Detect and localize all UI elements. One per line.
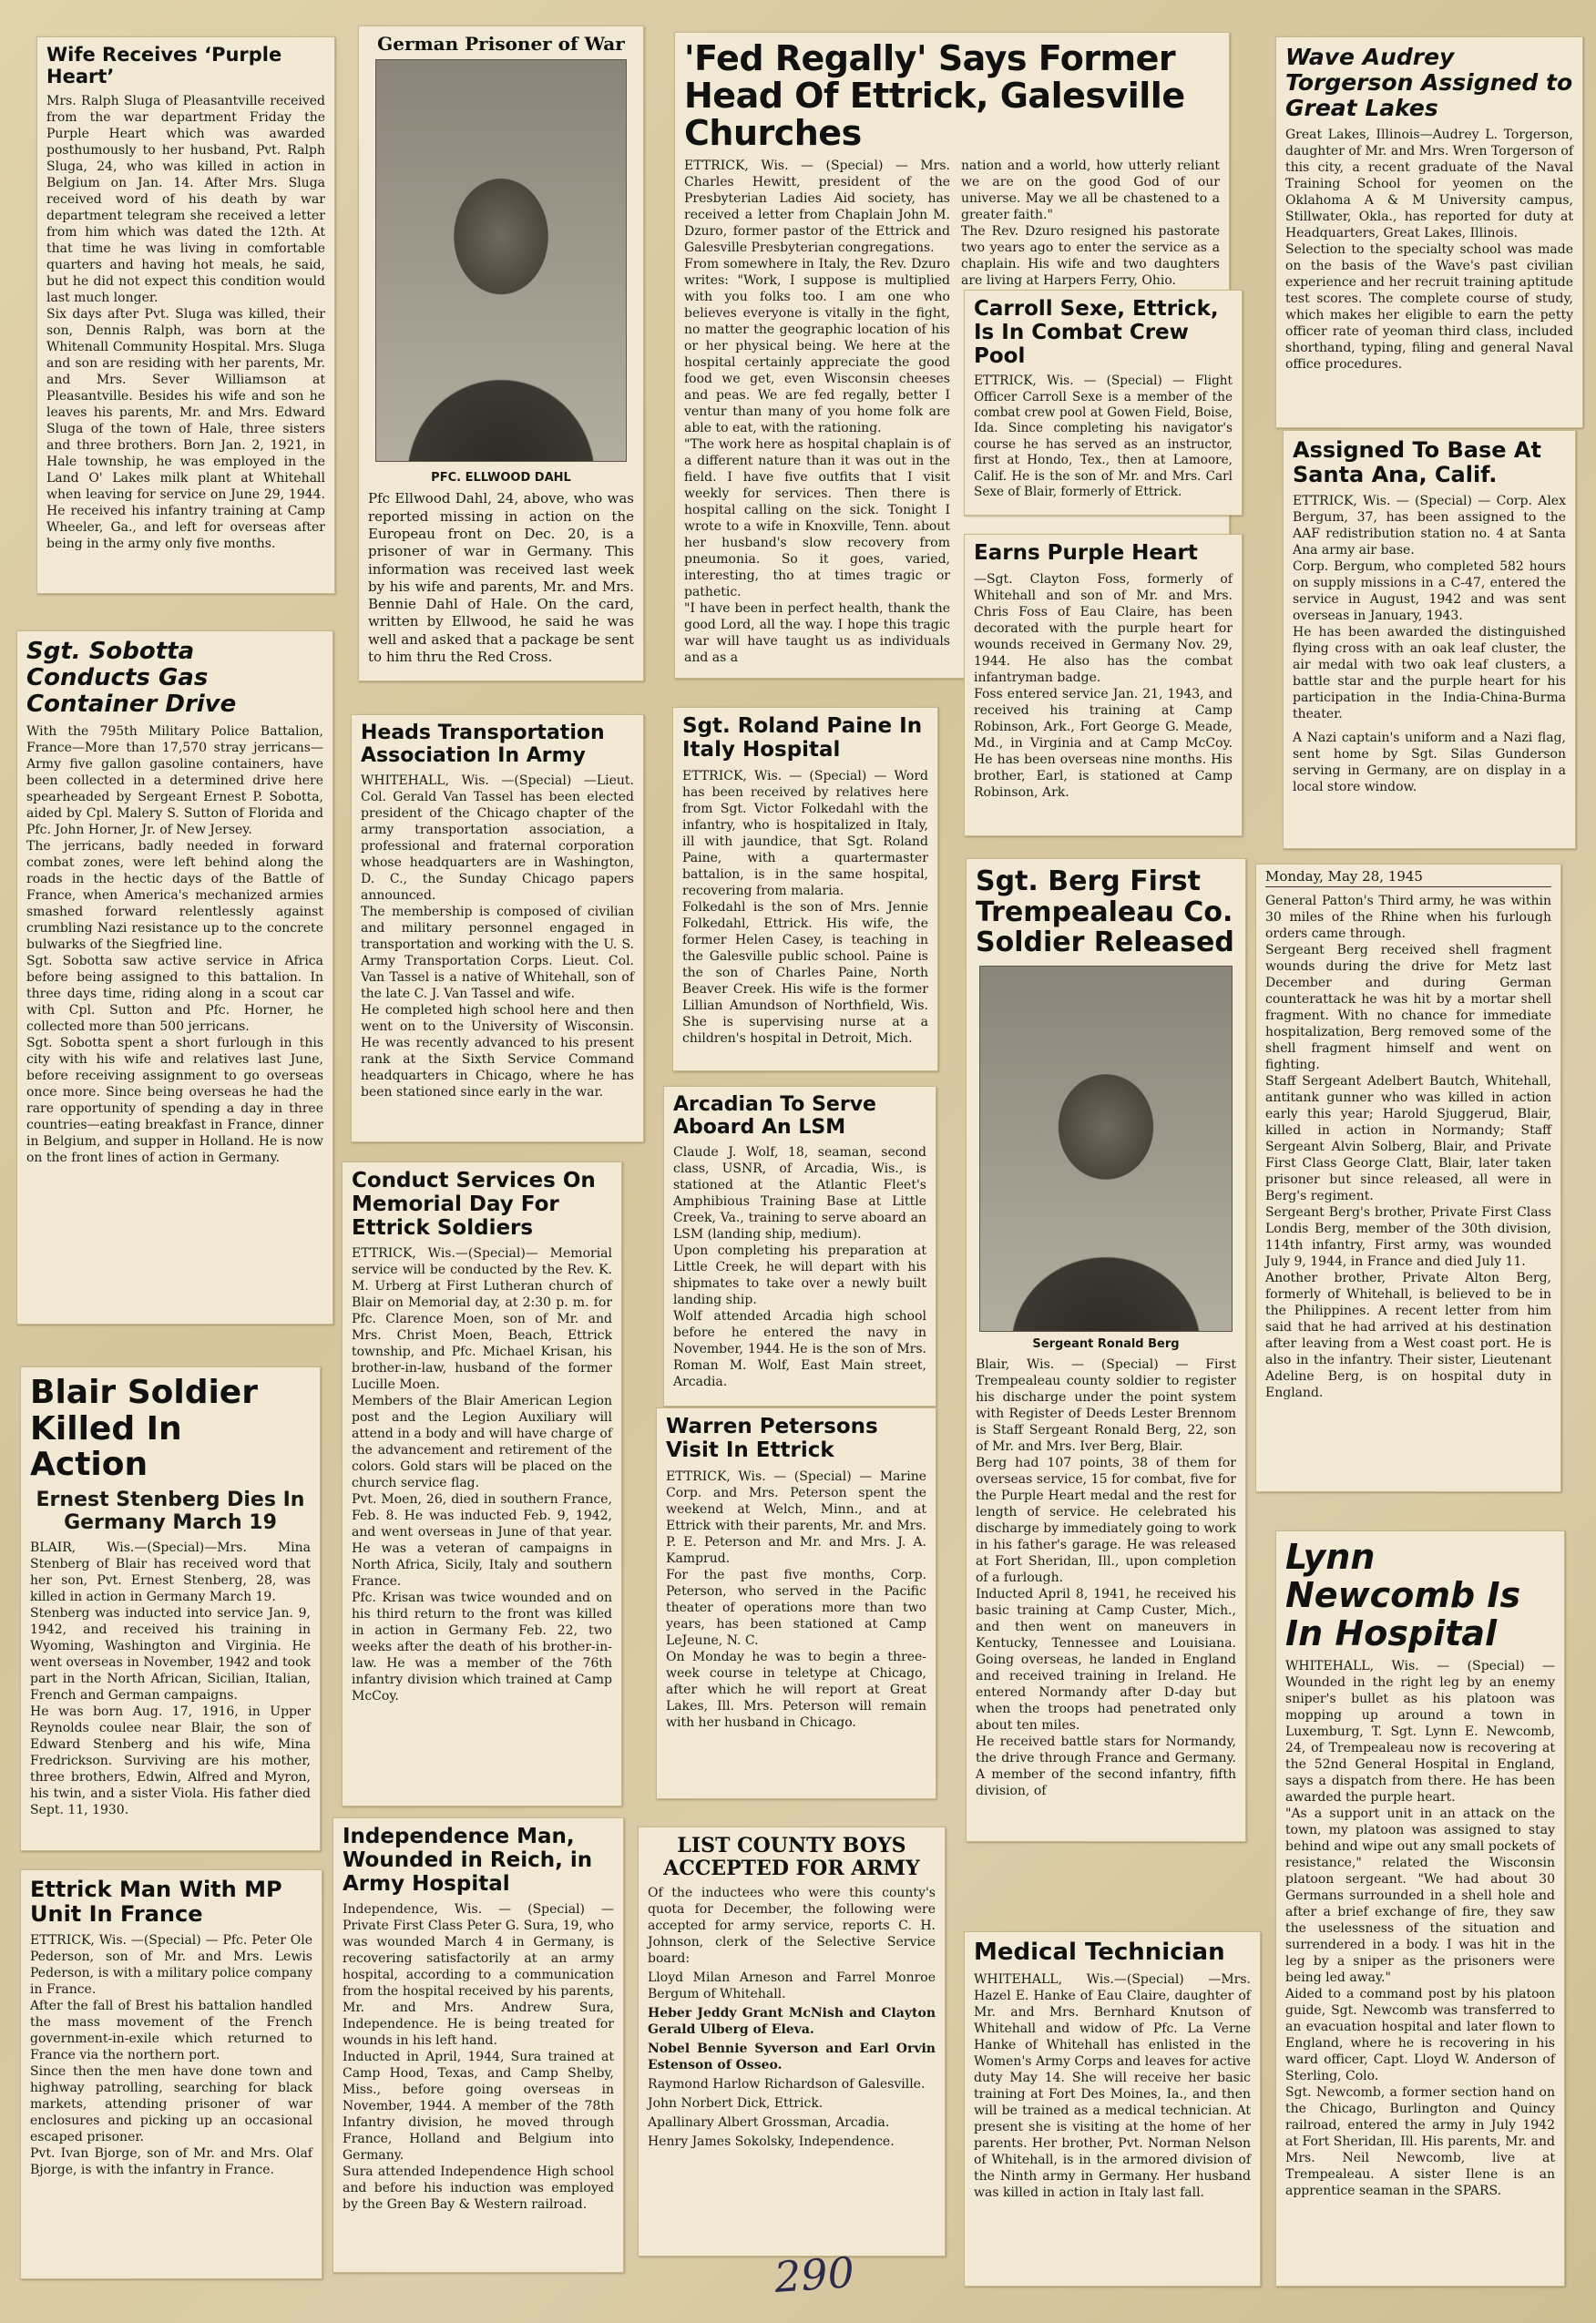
photo-caption: Sergeant Ronald Berg — [1032, 1336, 1180, 1351]
clipping-independence-man — [332, 1817, 624, 2273]
clipping-headline: Conduct Services On Memorial Day For Ettrick Soldiers — [352, 1169, 596, 1240]
clipping-headline: German Prisoner of War — [377, 33, 625, 55]
clipping-roland-paine — [672, 707, 938, 1071]
clipping-date: Monday, May 28, 1945 — [1265, 868, 1551, 887]
clipping-body: ETTRICK, Wis. — (Special) — Word has been received by relatives here from Sgt. Victor Folkedahl with the infantry, who is hospitalized in Italy, ill with jaundice, that Sgt. Roland Paine, with a quartermaster battalion, is in the same hospital, recovering from malaria. Folkedahl is the son of Mrs. Jennie Folkedahl, Ettrick. His wife, the former Helen Casey, is teaching in the Galesville public school. Paine is the son of Charles Paine, North Beaver Creek. His wife is the former Lillian Amundson of Northfield, Wis. She is supervising nurse at a children's hospital in Detroit, Mich. — [682, 768, 928, 1046]
clipping-body: ETTRICK, Wis. — (Special) — Corp. Alex Bergum, 37, has been assigned to the AAF redistribution station no. 4 at Santa Ana army air base. Corp. Bergum, who completed 582 hours on supply missions in a C-47, entered the service in August, 1942 and was sent overseas in January, 1943. He has been awarded the distinguished flying cross with an oak leaf cluster, the air medal with two oak leaf clusters, a battle star and the purple heart for his participation in the India-China-Burma theater. — [1293, 493, 1566, 721]
clipping-headline: 'Fed Regally' Says Former Head Of Ettrick, Galesville Churches — [684, 38, 1185, 154]
list-entry: Henry James Sokolsky, Independence. — [648, 2134, 895, 2150]
clipping-headline: Lynn Newcomb Is In Hospital — [1285, 1537, 1521, 1653]
clipping-arcadian-lsm — [663, 1086, 936, 1407]
clipping-memorial-services — [342, 1162, 622, 1806]
clipping-body: Pfc Ellwood Dahl, 24, above, who was reported missing in action on the Europeau front on Dec. 20, is a prisoner of war in Germany. This information was received last week by his wife and parents, Mr. and Mrs. Bennie Dahl of Hale. On the card, written by Ellwood, he said he was well and asked that a package be sent to him thru the Red Cross. — [368, 490, 634, 666]
clipping-heads-transportation — [351, 714, 644, 1142]
clipping-body: Great Lakes, Illinois—Audrey L. Torgerson, daughter of Mr. and Mrs. Wren Torgerson of this city, a recent graduate of the Naval Training School for yeomen on the Oklahoma A & M University campus, Stillwater, Okla., has reported for duty at Headquarters, Great Lakes, Illinois. Selection to the specialty school was made on the basis of the Wave's past civilian experience and her recruit training aptitude test scores. The complete course of study, which makes her eligible to earn the petty officer rate of yeoman third class, included shorthand, typing, filing and general Naval office procedures. — [1285, 128, 1573, 372]
clipping-earns-purple-heart — [964, 534, 1243, 836]
clipping-lynn-newcomb — [1275, 1530, 1565, 2287]
clipping-body: Mrs. Ralph Sluga of Pleasantville received from the war department Friday the Purple Heart which was awarded posthumously to her husband, Pvt. Ralph Sluga, 24, who was killed in action in Belgium on Jan. 14. After Mrs. Sluga received word of his death by war department telegram she received a letter from him which was dated the 12th. At that time he was living in comfortable quarters and having hot meals, he said, but he did not expect this condition would last much longer. Six days after Pvt. Sluga was killed, their son, Dennis Ralph, was born at the Whitenall Community Hospital. Mrs. Sluga and son are residing with her parents, Mr. and Mrs. Sever Williamson at Pleasantville. Besides his wife and son he leaves his parents, Mr. and Mrs. Edward Sluga of the town of Hale, three sisters and three brothers. Born Jan. 2, 1921, in Hale township, he was employed in the Land O' Lakes milk plant at Whitehall when leaving for service on June 29, 1944. He received his infantry training at Camp Wheeler, Ga., and left for overseas after being in the army only five months. — [46, 94, 325, 552]
clipping-headline: Earns Purple Heart — [974, 541, 1198, 565]
clipping-headline: Arcadian To Serve Aboard An LSM — [673, 1093, 876, 1139]
clipping-headline: Warren Petersons Visit In Ettrick — [666, 1415, 878, 1462]
clipping-subhead: Ernest Stenberg Dies In Germany March 19 — [36, 1488, 305, 1535]
list-entry: Raymond Harlow Richardson of Galesville. — [648, 2077, 926, 2093]
clipping-body: Blair, Wis. — (Special) — First Trempealeau county soldier to register his discharge under the point system with Register of Deeds Lester Brennom is Staff Sergeant Ronald Berg, 22, son of Mr. and Mrs. Iver Berg, Blair. Berg had 107 points, 38 of them for overseas service, 15 for combat, five for the Purple Heart medal and the rest for length of service. He celebrated his discharge by immediately going to work in his father's garage. He was released at Fort Sheridan, Ill., upon completion of a furlough. Inducted April 8, 1941, he received his basic training at Camp Custer, Mich., and then went on maneuvers in Kentucky, Tennessee and Louisiana. Going overseas, he landed in England and received training in Ireland. He entered Normandy after D-day but when the troops had penetrated only about ten miles. He received battle stars for Normandy, the drive through France and Germany. A member of the second infantry, fifth division, of — [976, 1356, 1236, 1798]
clipping-body: General Patton's Third army, he was within 30 miles of the Rhine when his furlough orders came through. Sergeant Berg received shell fragment wounds during the drive for Metz last December and during German counterattack he was hit by a mortar shell fragment. With no chance for immediate hospitalization, Berg removed some of the shell fragment himself and went on fighting. Staff Sergeant Adelbert Bautch, Whitehall, antitank gunner who was killed in action early this year; Harold Sjuggerud, Blair, killed in action in Normandy; Staff Sergeant Alvin Solberg, Blair, and Private First Class George Clatt, Blair, later taken prisoner but since released, all were in Berg's regiment. Sergeant Berg's brother, Private First Class Londis Berg, member of the 30th division, 114th infantry, First army, was wounded July 9, 1944, in France and died July 11. Another brother, Private Alton Berg, formerly of Whitehall, is believed to be in the Philippines. A recent letter from him said that he had arrived at his destination after leaving from a West coast port. He is also in the infantry. Their sister, Lieutenant Adeline Berg, is on hospital duty in England. — [1265, 894, 1551, 1400]
clipping-body-col2: nation and a world, how utterly reliant we are on the good God of our universe. May we all be chastened to a greater faith." The Rev. Dzuro resigned his pastorate two years ago to enter the service as a chaplain. His wife and two daughters are living at Harpers Ferry, Ohio. — [961, 159, 1220, 289]
clipping-body: WHITEHALL, Wis.—(Special) —Mrs. Hazel E. Hanke of Eau Claire, daughter of Mr. and Mrs. Bernhard Knutson of Whitehall and widow of Pfc. La Verne Hanke of Whitehall has enlisted in the Women's Army Corps and leaves for active duty May 14. She will receive her basic training at Fort Des Moines, Ia., and then will be trained as a medical technician. At present she is visiting at the home of her parents. Her brother, Pvt. Norman Nelson of Whitehall, is in the armored division of the Ninth army in Germany. Her husband was killed in action in Italy last fall. — [974, 1972, 1251, 2201]
clipping-body: —Sgt. Clayton Foss, formerly of Whitehall and son of Mr. and Mrs. Chris Foss of Eau Claire, has been decorated with the purple heart for wounds received in Germany Nov. 29, 1944. He also has the combat infantryman badge. Foss entered service Jan. 21, 1943, and received his training at Camp Robinson, Ark., Fort George G. Meade, Md., in Virginia and at Camp McCoy. He has been overseas nine months. His brother, Earl, is stationed at Camp Robinson, Ark. — [974, 571, 1233, 800]
list-entry: Apallinary Albert Grossman, Arcadia. — [648, 2115, 890, 2131]
clipping-carroll-sexe — [964, 290, 1243, 516]
clipping-body: WHITEHALL, Wis. — (Special) —Wounded in the right leg by an enemy sniper's bullet as his platoon was mopping up around a town in Luxemburg, T. Sgt. Lynn E. Newcomb, 24, of Trempealeau now is recovering at the 52nd General Hospital in England, says a dispatch from there. He has been awarded the purple heart. "As a support unit in an attack on the town, my platoon was assigned to stay behind and wipe out any small pockets of resistance," related the Wisconsin platoon sergeant. "We had about 30 Germans surrounded in a shell hole and after a brief exchange of fire, they saw the uselessness of the situation and surrendered in a body. I was hit in the leg by a sniper as the prisoners were being led away." Aided to a command post by his platoon guide, Sgt. Newcomb was transferred to an evacuation hospital and later flown to England, where he is recovering in his ward officer, Capt. Lloyd W. Anderson of Sterling, Colo. Sgt. Newcomb, a former section hand on the Chicago, Burlington and Quincy railroad, entered the army in July 1942 at Fort Sheridan, Ill. His parents, Mr. and Mrs. Neil Newcomb, live at Trempealeau. A sister Ilene is an apprentice seaman in the SPARS. — [1285, 1659, 1555, 2199]
clipping-body: ETTRICK, Wis. — (Special) — Marine Corp. and Mrs. Peterson spent the weekend at Welch, Minn., and at Ettrick with their parents, Mr. and Mrs. P. E. Peterson and Mr. and Mrs. J. A. Kamprud. For the past five months, Corp. Peterson, who served in the Pacific theater of operations more than two years, has been stationed at Camp LeJeune, N. C. On Monday he was to begin a three-week course in teletype at Chicago, after which he will report at Great Lakes, Ill. Mrs. Peterson will remain with her husband in Chicago. — [666, 1469, 926, 1730]
clipping-headline: Assigned To Base At Santa Ana, Calif. — [1293, 437, 1541, 487]
clipping-headline: Sgt. Roland Paine In Italy Hospital — [682, 714, 923, 762]
clipping-warren-petersons — [656, 1407, 936, 1799]
clipping-headline: Sgt. Sobotta Conducts Gas Container Drive — [26, 638, 237, 719]
clipping-body-col1: ETTRICK, Wis. — (Special) — Mrs. Charles Hewitt, president of the Presbyterian Ladies Aid society, has received a letter from Chaplain John M. Dzuro, former pastor of the Ettrick and Galesville Presbyterian congregations. From somewhere in Italy, the Rev. Dzuro writes: "Work, I suppose is multiplied with you folks too. I am one who believes everyone is vitally in the fight, no matter the geographic location of his or her physical being. We here at the hospital certainly appreciate the good food we get, even Wisconsin cheeses and peas. We are fed regally, better I ventur than many of you home folk are able to eat, with the rationing. "The work here as hospital chaplain is of a different nature than it was out in the field. I have five outfits that I visit weekly for services. Then there is hospital calling on the sick. Tonight I wrote to a wife in Knoxville, Tenn. about her husband's slow recovery from pneumonia. So it goes, varied, interesting, tho at times tragic or pathetic. "I have been in perfect health, thank the good Lord, all the way. I hope this tragic war will have taught us as individuals and as a — [684, 159, 950, 666]
list-intro: Of the inductees who were this county's quota for December, the following were accepted for army service, reports C. H. Johnson, clerk of the Selective Service board: — [648, 1886, 936, 1967]
clipping-body: Independence, Wis. — (Special) — Private First Class Peter G. Sura, 19, who was wounded March 4 in Germany, is recovering satisfactorily at an army hospital, according to a communication from the hospital received by his parents, Mr. and Mrs. Andrew Sura, Independence. He is being treated for wounds in his left hand. Inducted in April, 1944, Sura trained at Camp Hood, Texas, and Camp Shelby, Miss., before going overseas in November, 1944. A member of the 78th Infantry division, he moved through France, Holland and Belgium into Germany. Sura attended Independence High school and before his induction was employed by the Green Bay & Western railroad. — [343, 1902, 614, 2213]
photo-caption: PFC. ELLWOOD DAHL — [431, 471, 571, 486]
clipping-headline: Ettrick Man With MP Unit In France — [30, 1877, 282, 1927]
clipping-headline: Heads Transportation Association In Army — [361, 721, 605, 767]
clipping-body: ETTRICK, Wis. — (Special) — Flight Officer Carroll Sexe is a member of the combat crew pool at Gowen Field, Boise, Ida. Since completing his navigator's course he has served as an instructor, first at Hondo, Tex., then at Lamoore, Calif. He is the son of Mr. and Mrs. Carl Sexe of Blair, formerly of Ettrick. — [974, 374, 1233, 500]
clipping-headline: Sgt. Berg First Trempealeau Co. Soldier Released — [976, 865, 1234, 959]
clipping-headline: Independence Man, Wounded in Reich, in Army Hospital — [343, 1825, 593, 1896]
clipping-headline: Medical Technician — [974, 1939, 1225, 1966]
clipping-sobotta — [16, 630, 333, 1325]
clipping-list-county-boys — [638, 1827, 946, 2256]
clipping-german-prisoner — [358, 26, 644, 681]
page-number: 290 — [772, 2247, 856, 2302]
photo-ronald-berg — [979, 966, 1233, 1332]
clipping-body-note: A Nazi captain's uniform and a Nazi flag, sent home by Sgt. Silas Gunderson serving in Germany, are on display in a local store window. — [1293, 730, 1566, 794]
clipping-santa-ana — [1283, 430, 1576, 849]
clipping-body: ETTRICK, Wis.—(Special)— Memorial service will be conducted by the Rev. K. M. Urberg at First Lutheran church of Blair on Memorial day, at 2:30 p. m. for Pfc. Clarence Moen, son of Mr. and Mrs. Christ Moen, Beach, Ettrick township, and Pfc. Michael Krisan, his brother-in-law, husband of the former Lucille Moen. Members of the Blair American Legion post and the Legion Auxiliary will attend in a body and will have charge of the advancement and retirement of the colors. Gold stars will be placed on the church service flag. Pvt. Moen, 26, died in southern France, Feb. 8. He was inducted Feb. 9, 1942, and went overseas in June of that year. He was a veteran of campaigns in North Africa, Sicily, Italy and southern France. Pfc. Krisan was twice wounded and on his third return to the front was killed in action in Germany Feb. 22, two weeks after the death of his brother-in-law. He was a member of the 76th infantry division which trained at Camp McCoy. — [352, 1246, 612, 1704]
clipping-wave-torgerson — [1275, 36, 1583, 428]
clipping-body: With the 795th Military Police Battalion, France—More than 17,570 stray jerricans—Army five gallon gasoline containers, have been collected in a determined drive here spearheaded by Sergeant Ernest P. Sobotta, aided by Cpl. Malery S. Sutton of Florida and Pfc. John Horner, Jr. of New Jersey. The jerricans, badly needed in forward combat zones, were left behind along the roads in the hectic days of the Battle of France, when America's mechanized armies smashed forward relentlessly against crumbling Nazi resistance up to the concrete bulwarks of the Siegfried line. Sgt. Sobotta saw active service in Africa before being assigned to this battalion. In three days time, riding along in a scout car with Cpl. Sutton and Pfc. Horner, he collected more than 500 jerricans. Sgt. Sobotta spent a short furlough in this city with his wife and relatives last June, before receiving assignment to go overseas once more. Since being overseas he had the rare opportunity of spending a day in three countries—eating breakfast in France, dinner in Belgium, and supper in Holland. He is now on the front lines of action in Germany. — [26, 724, 323, 1166]
list-entry: Nobel Bennie Syverson and Earl Orvin Estenson of Osseo. — [648, 2042, 936, 2073]
clipping-wife-purple-heart — [36, 36, 335, 594]
list-entry: Heber Jeddy Grant McNish and Clayton Gerald Ulberg of Eleva. — [648, 2006, 936, 2038]
clipping-ettrick-mp — [20, 1869, 322, 2279]
clipping-headline: Carroll Sexe, Ettrick, Is In Combat Crew Pool — [974, 297, 1219, 368]
clipping-headline: Wife Receives ‘Purple Heart’ — [46, 44, 282, 87]
clipping-headline: LIST COUNTY BOYS ACCEPTED FOR ARMY — [663, 1834, 920, 1880]
photo-ellwood-dahl — [375, 59, 627, 462]
clipping-sgt-berg — [966, 858, 1246, 1842]
clipping-body: BLAIR, Wis.—(Special)—Mrs. Mina Stenberg of Blair has received word that her son, Pvt. Ernest Stenberg, 28, was killed in action in Germany March 19. Stenberg was inducted into service Jan. 9, 1942, and received his training in Wyoming, Washington and Virginia. He went overseas in November, 1942 and took part in the North African, Sicilian, Italian, French and German campaigns. He was born Aug. 17, 1916, in Upper Reynolds coulee near Blair, the son of Edward Stenberg and his wife, Mina Fredrickson. Surviving are his mother, three brothers, Edwin, Alfred and Myron, his twin, and a sister Viola. His father died Sept. 11, 1930. — [30, 1540, 311, 1818]
clipping-headline: Blair Soldier Killed In Action — [30, 1374, 258, 1484]
clipping-body: ETTRICK, Wis. —(Special) — Pfc. Peter Ole Pederson, son of Mr. and Mrs. Lewis Pederson, is with a military police company in France. After the fall of Brest his battalion handled the mass movement of the French government-in-exile which returned to France via the northern port. Since then the men have done town and highway patrolling, searching for black markets, attending prisoner of war enclosures and picking up an occasional escaped prisoner. Pvt. Ivan Bjorge, son of Mr. and Mrs. Olaf Bjorge, is with the infantry in France. — [30, 1932, 312, 2177]
list-entry: Lloyd Milan Arneson and Farrel Monroe Bergum of Whitehall. — [648, 1970, 936, 2002]
clipping-body: Claude J. Wolf, 18, seaman, second class, USNR, of Arcadia, Wis., is stationed at the Atlantic Fleet's Amphibious Training Base at Little Creek, Va., training to serve aboard an LSM (landing ship, medium). Upon completing his preparation at Little Creek, he will depart with his shipmates to take over a newly built landing ship. Wolf attended Arcadia high school before he entered the navy in November, 1944. He is the son of Mrs. Roman M. Wolf, East Main street, Arcadia. — [673, 1145, 926, 1390]
clipping-body: WHITEHALL, Wis. —(Special) —Lieut. Col. Gerald Van Tassel has been elected president of the Chicago chapter of the army transportation association, a professional and fraternal corporation whose headquarters are in Washington, D. C., the Sunday Chicago papers announced. The membership is composed of civilian and military personnel engaged in transportation and working with the U. S. Army Transportation Corps. Lieut. Col. Van Tassel is a native of Whitehall, son of the late C. J. Van Tassel and wife. He completed high school here and then went on to the University of Wisconsin. He was recently advanced to his present rank at the Sixth Service Command headquarters in Chicago, where he has been stationed since early in the war. — [361, 773, 634, 1100]
list-entry: John Norbert Dick, Ettrick. — [648, 2096, 824, 2112]
clipping-berg-continued — [1255, 864, 1561, 1492]
clipping-medical-technician — [964, 1931, 1261, 2287]
clipping-headline: Wave Audrey Torgerson Assigned to Great Lakes — [1285, 44, 1573, 121]
clipping-blair-soldier — [20, 1366, 321, 1851]
